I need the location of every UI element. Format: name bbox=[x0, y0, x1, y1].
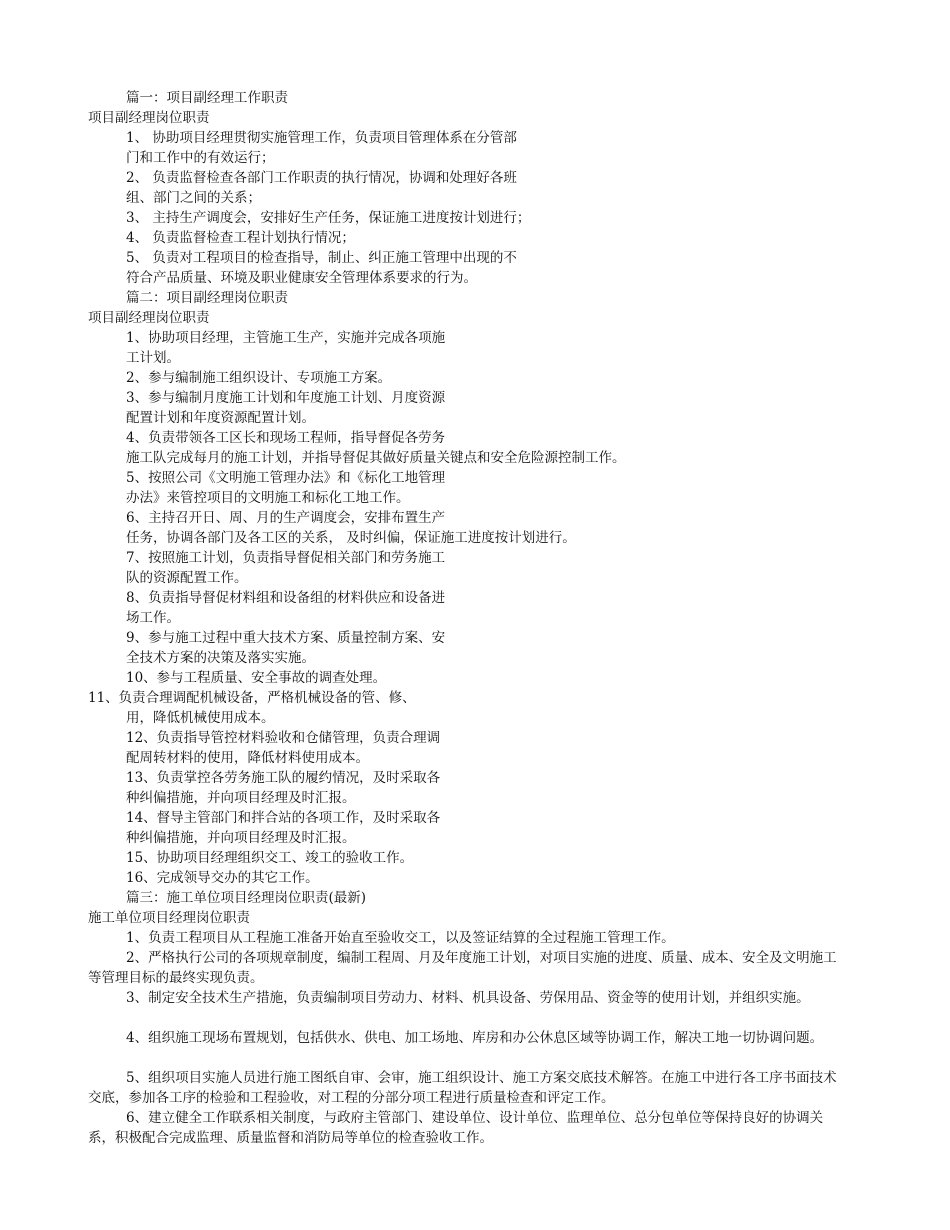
section3-heading: 篇三：施工单位项目经理岗位职责(最新) bbox=[126, 890, 367, 906]
text-line: 15、协助项目经理组织交工、竣工的验收工作。 bbox=[126, 850, 414, 866]
text-line: 14、督导主管部门和拌合站的各项工作，及时采取各 bbox=[126, 810, 441, 826]
text-line: 任务，协调各部门及各工区的关系， 及时纠偏，保证施工进度按计划进行。 bbox=[126, 530, 576, 546]
text-line: 1、协助项目经理，主管施工生产，实施并完成各项施 bbox=[126, 330, 446, 346]
text-line: 4、负责带领各工区长和现场工程师，指导督促各劳务 bbox=[126, 430, 446, 446]
text-line: 11、负责合理调配机械设备，严格机械设备的管、修、 bbox=[88, 690, 416, 706]
text-line: 3、 主持生产调度会，安排好生产任务，保证施工进度按计划进行； bbox=[126, 210, 531, 226]
text-line: 13、负责掌控各劳务施工队的履约情况，及时采取各 bbox=[126, 770, 441, 786]
text-line: 种纠偏措施，并向项目经理及时汇报。 bbox=[126, 790, 356, 806]
text-line: 门和工作中的有效运行； bbox=[126, 150, 275, 166]
text-line: 种纠偏措施，并向项目经理及时汇报。 bbox=[126, 830, 356, 846]
section1-heading: 篇一：项目副经理工作职责 bbox=[126, 90, 288, 106]
text-line: 9、参与施工过程中重大技术方案、质量控制方案、安 bbox=[126, 630, 446, 646]
paragraph: 2、严格执行公司的各项规章制度，编制工程周、月及年度施工计划，对项目实施的进度、质量、成本、安全及文明施工等管理目标的最终实现负责。 bbox=[88, 950, 837, 986]
text-line: 4、 负责监督检查工程计划执行情况； bbox=[126, 230, 355, 246]
text-line: 1、 协助项目经理贯彻实施管理工作，负责项目管理体系在分管部 bbox=[126, 130, 517, 146]
paragraph: 4、组织施工现场布置规划，包括供水、供电、加工场地、库房和办公休息区域等协调工作，解决工地一切协调问题。 bbox=[126, 1030, 824, 1046]
paragraph: 6、建立健全工作联系相关制度，与政府主管部门、建设单位、设计单位、监理单位、总分包单位等保持良好的协调关系，积极配合完成监理、质量监督和消防局等单位的检查验收工作。 bbox=[88, 1110, 824, 1146]
text-line: 6、主持召开日、周、月的生产调度会，安排布置生产 bbox=[126, 510, 446, 526]
text-line: 12、负责指导管控材料验收和仓储管理，负责合理调 bbox=[126, 730, 441, 746]
section1-subheading: 项目副经理岗位职责 bbox=[88, 110, 210, 126]
section3-subheading: 施工单位项目经理岗位职责 bbox=[88, 910, 250, 926]
text-line: 3、参与编制月度施工计划和年度施工计划、月度资源 bbox=[126, 390, 446, 406]
text-line: 配置计划和年度资源配置计划。 bbox=[126, 410, 315, 426]
text-line: 办法》来管控项目的文明施工和标化工地工作。 bbox=[126, 490, 410, 506]
paragraph: 3、制定安全技术生产措施，负责编制项目劳动力、材料、机具设备、劳保用品、资金等的使用计划，并组织实施。 bbox=[126, 990, 810, 1006]
text-line: 符合产品质量、环境及职业健康安全管理体系要求的行为。 bbox=[126, 270, 477, 286]
text-line: 工计划。 bbox=[126, 350, 180, 366]
text-line: 配周转材料的使用，降低材料使用成本。 bbox=[126, 750, 369, 766]
text-line: 施工队完成每月的施工计划，并指导督促其做好质量关键点和安全危险源控制工作。 bbox=[126, 450, 626, 466]
text-line: 2、 负责监督检查各部门工作职责的执行情况，协调和处理好各班 bbox=[126, 170, 517, 186]
text-line: 用，降低机械使用成本。 bbox=[126, 710, 275, 726]
text-line: 7、按照施工计划，负责指导督促相关部门和劳务施工 bbox=[126, 550, 446, 566]
section2-subheading: 项目副经理岗位职责 bbox=[88, 310, 210, 326]
text-line: 16、完成领导交办的其它工作。 bbox=[126, 870, 319, 886]
text-line: 组、部门之间的关系； bbox=[126, 190, 261, 206]
section2-heading: 篇二：项目副经理岗位职责 bbox=[126, 290, 288, 306]
text-line: 2、参与编制施工组织设计、专项施工方案。 bbox=[126, 370, 392, 386]
paragraph: 1、负责工程项目从工程施工准备开始直至验收交工，以及签证结算的全过程施工管理工作。 bbox=[126, 930, 675, 946]
text-line: 5、按照公司《文明施工管理办法》和《标化工地管理 bbox=[126, 470, 446, 486]
text-line: 全技术方案的决策及落实实施。 bbox=[126, 650, 315, 666]
text-line: 10、参与工程质量、安全事故的调查处理。 bbox=[126, 670, 387, 686]
paragraph: 5、组织项目实施人员进行施工图纸自审、会审，施工组织设计、施工方案交底技术解答。在施工中进行各工序书面技术交底，参加各工序的检验和工程验收，对工程的分部分项工程进行质量检查和评定工作。 bbox=[88, 1070, 837, 1106]
text-line: 队的资源配置工作。 bbox=[126, 570, 248, 586]
text-line: 8、负责指导督促材料组和设备组的材料供应和设备进 bbox=[126, 590, 446, 606]
text-line: 场工作。 bbox=[126, 610, 180, 626]
text-line: 5、 负责对工程项目的检查指导，制止、纠正施工管理中出现的不 bbox=[126, 250, 517, 266]
